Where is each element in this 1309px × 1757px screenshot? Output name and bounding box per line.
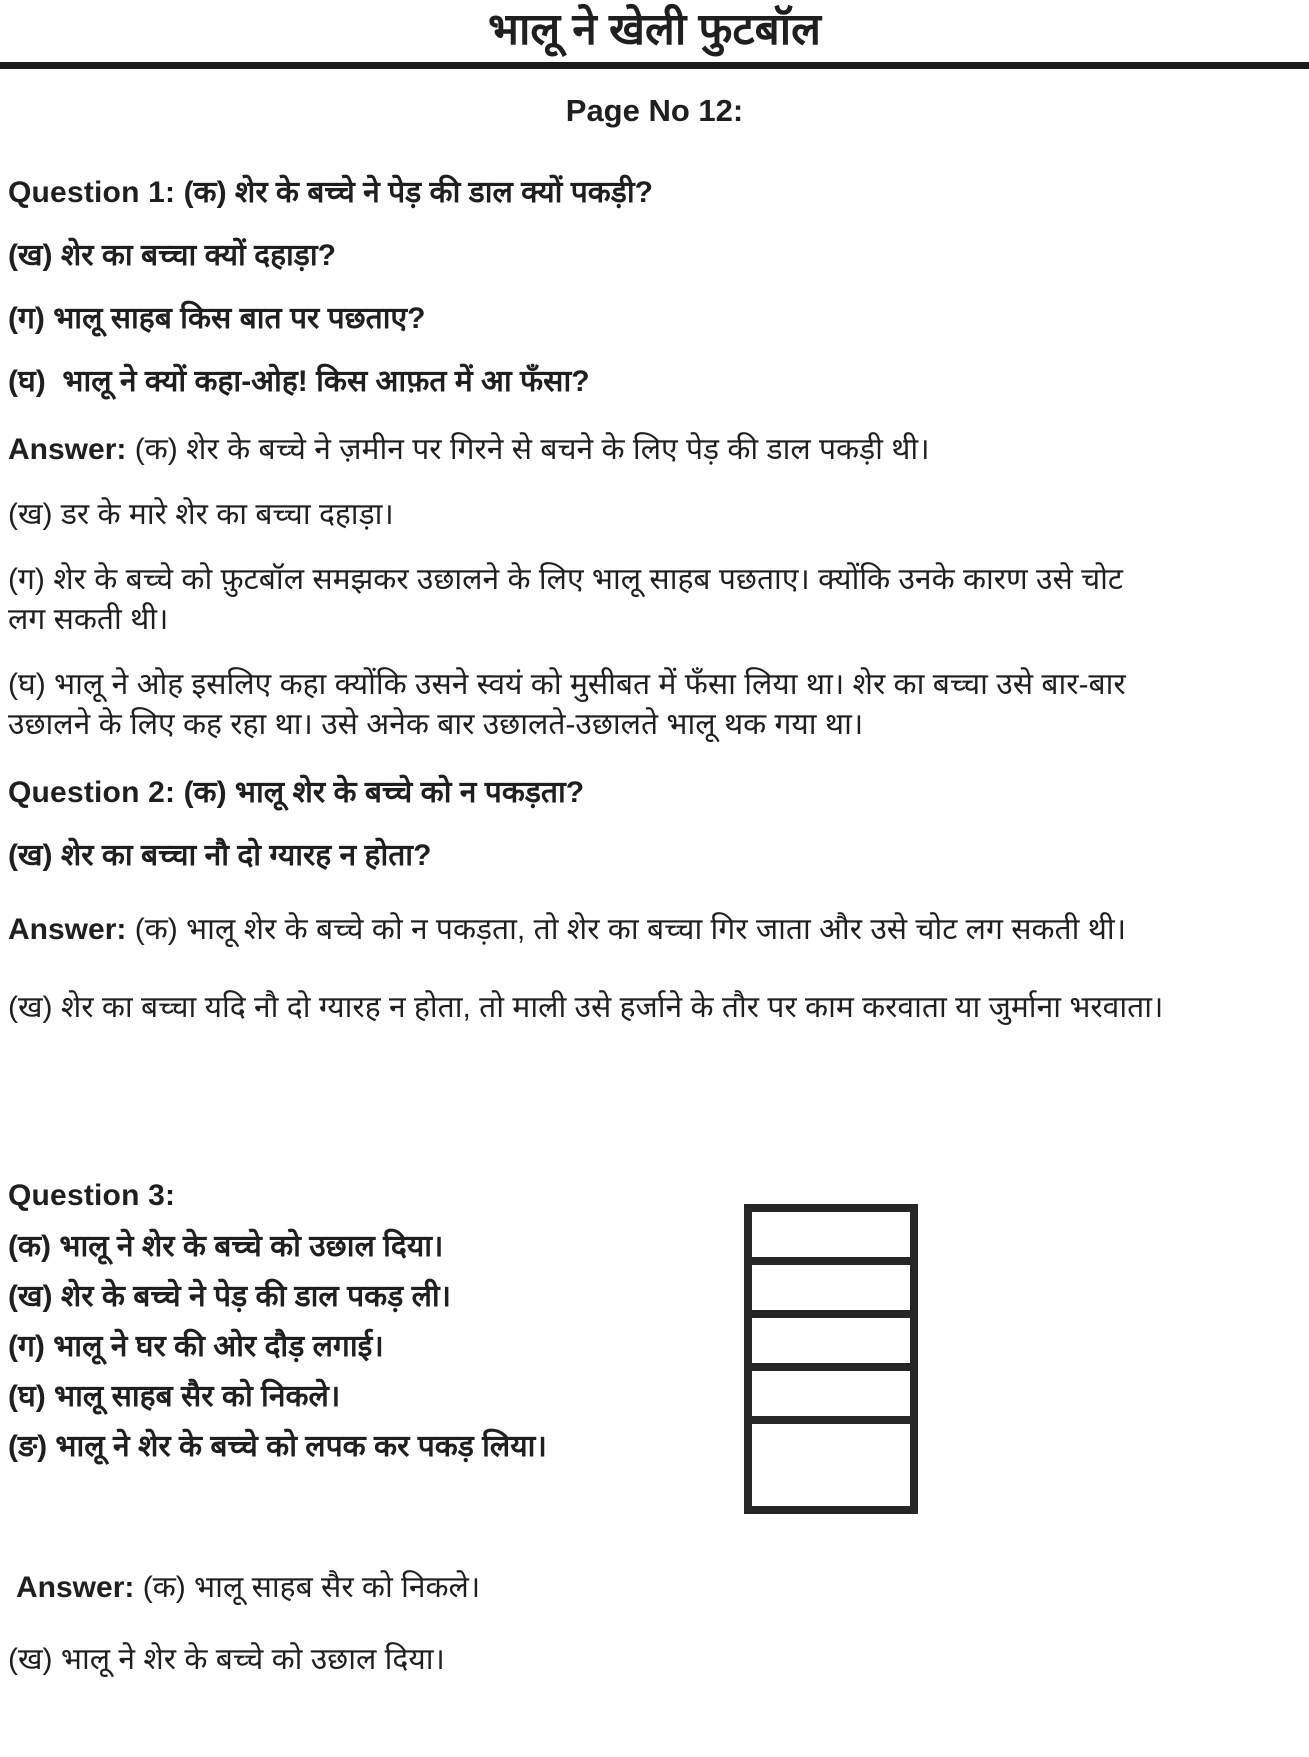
question-3-section — [8, 1176, 1299, 1516]
answer-1-part-c: (ग) शेर के बच्चे को फ़ुटबॉल समझकर उछालने के लिए भालू साहब पछताए। क्योंकि उनके कारण उसे चोट लग सकती थी। — [8, 563, 1124, 636]
page-title: भालू ने खेली फुटबॉल — [488, 5, 821, 54]
question-1-label: Question 1: — [8, 176, 176, 209]
question-3-item-c: (ग) भालू ने घर की ओर दौड़ लगाई। — [8, 1330, 384, 1363]
title-divider — [0, 62, 1309, 69]
question-1-part-d: (घ) भालू ने क्यों कहा-ओह! किस आफ़त में आ फँसा? — [8, 365, 590, 398]
question-3-item-d: (घ) भालू साहब सैर को निकले। — [8, 1380, 341, 1413]
sequence-box — [752, 1318, 910, 1371]
question-3-item-list — [8, 1222, 658, 1472]
answer-1-label: Answer: — [8, 433, 127, 466]
question-3-heading — [8, 1176, 1299, 1216]
answer-3-part-b: (ख) भालू ने शेर के बच्चे को उछाल दिया। — [8, 1643, 445, 1676]
question-2-part-b: (ख) शेर का बच्चा नौ दो ग्यारह न होता? — [8, 839, 432, 872]
question-1-part-a: (क) शेर के बच्चे ने पेड़ की डाल क्यों पकड़ी? — [183, 176, 653, 209]
answer-2-part-b: (ख) शेर का बच्चा यदि नौ दो ग्यारह न होता, तो माली उसे हर्जाने के तौर पर काम करवाता या जुर्माना भरवाता। — [8, 991, 1164, 1024]
question-3-item-b: (ख) शेर के बच्चे ने पेड़ की डाल पकड़ ली। — [8, 1280, 452, 1313]
answer-1-part-b: (ख) डर के मारे शेर का बच्चा दहाड़ा। — [8, 498, 394, 531]
question-1-part-c: (ग) भालू साहब किस बात पर पछताए? — [8, 302, 426, 335]
answer-3-part-a: (क) भालू साहब सैर को निकले। — [142, 1571, 481, 1604]
sequence-box — [752, 1265, 910, 1318]
answer-3-label: Answer: — [16, 1571, 135, 1604]
sequence-box — [752, 1371, 910, 1424]
answer-3 — [8, 1568, 1299, 1608]
question-2-part-a: (क) भालू शेर के बच्चे को न पकड़ता? — [183, 776, 585, 809]
answer-2 — [8, 910, 1168, 950]
sequence-box — [752, 1212, 910, 1265]
answer-1-part-a: (क) शेर के बच्चे ने ज़मीन पर गिरने से बचने के लिए पेड़ की डाल पकड़ी थी। — [134, 433, 930, 466]
document-body — [0, 173, 1309, 1680]
question-1-part-b: (ख) शेर का बच्चा क्यों दहाड़ा? — [8, 239, 336, 272]
answer-2-part-a: (क) भालू शेर के बच्चे को न पकड़ता, तो शेर का बच्चा गिर जाता और उसे चोट लग सकती थी। — [134, 913, 1127, 946]
page-number-label: Page No 12: — [565, 93, 744, 128]
sequence-box-table — [744, 1204, 918, 1514]
answer-1-part-d: (घ) भालू ने ओह इसलिए कहा क्योंकि उसने स्वयं को मुसीबत में फँसा लिया था। शेर का बच्चा उसे बार-बार उछालने के लिए कह रहा था। उसे अनेक बार उछालते-उछालते भालू थक गया था। — [8, 668, 1126, 741]
sequence-box — [752, 1424, 910, 1506]
question-3-label: Question 3: — [8, 1179, 176, 1212]
question-3-item-e: (ङ) भालू ने शेर के बच्चे को लपक कर पकड़ लिया। — [8, 1430, 547, 1463]
answer-1 — [8, 430, 1168, 470]
question-3-item-a: (क) भालू ने शेर के बच्चे को उछाल दिया। — [8, 1230, 444, 1263]
answer-2-label: Answer: — [8, 913, 127, 946]
question-2-label: Question 2: — [8, 776, 176, 809]
question-2-heading — [8, 773, 1299, 813]
question-1-heading — [8, 173, 1299, 213]
